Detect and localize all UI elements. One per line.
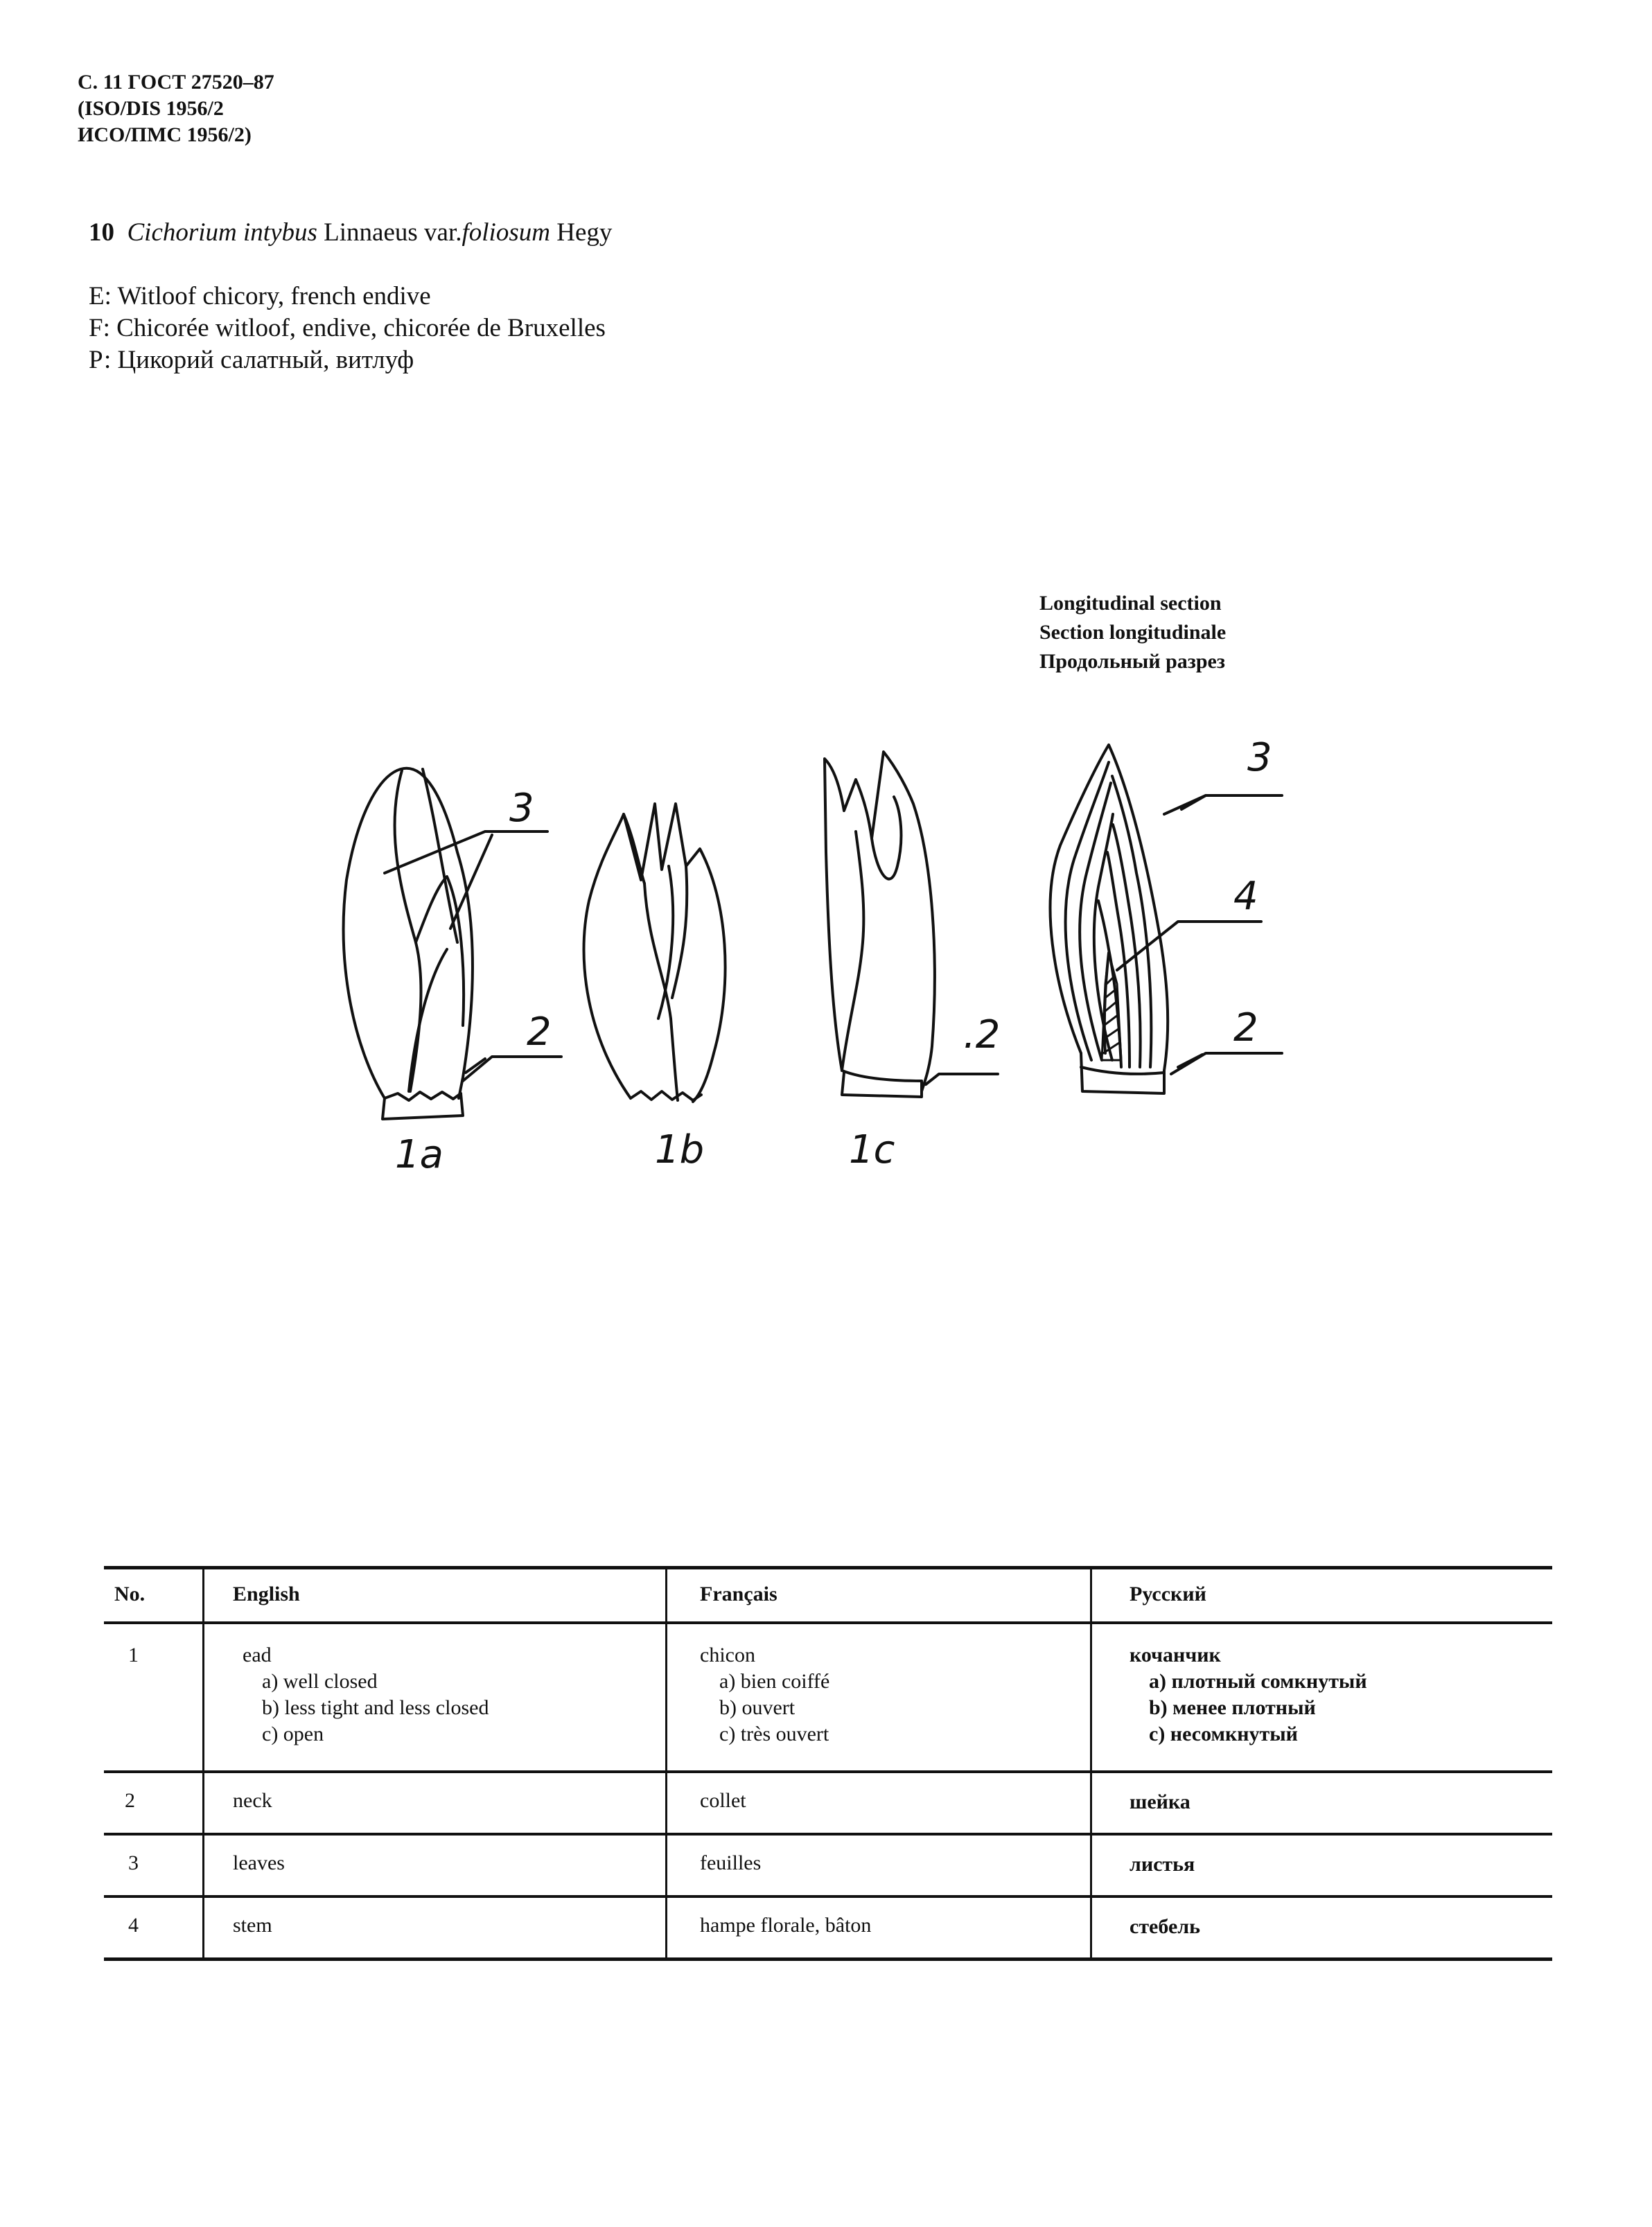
row-1-english (243, 1642, 489, 1748)
species-variety: foliosum (462, 218, 550, 247)
section-caption-ru: Продольный разрез (1039, 650, 1225, 673)
row-1-english-c: c) open (262, 1723, 324, 1745)
row-1-english-b: b) less tight and less closed (262, 1696, 489, 1719)
label-fig-1c: 1c (849, 1127, 895, 1172)
column-header-french: Français (700, 1583, 777, 1605)
common-name-french: F: Chicorée witloof, endive, chicorée de Bruxelles (89, 314, 606, 342)
species-number: 10 (89, 218, 114, 247)
row-1-russian (1130, 1642, 1367, 1748)
row-3-number: 3 (128, 1851, 139, 1874)
label-3-section: 3 (1247, 735, 1272, 780)
row-2-number: 2 (125, 1789, 135, 1812)
iso-reference-ru: ИСО/ПМС 1956/2) (78, 123, 252, 146)
figure-1b-drawing (584, 804, 726, 1102)
row-1-russian-b: b) менее плотный (1149, 1696, 1316, 1719)
standard-number: С. 11 ГОСТ 27520–87 (78, 71, 274, 94)
row-3-russian: листья (1130, 1853, 1195, 1876)
label-3-fig1a: 3 (509, 786, 534, 831)
row-2-english: neck (233, 1789, 272, 1812)
iso-reference: (ISO/DIS 1956/2 (78, 97, 224, 120)
row-4-french: hampe florale, bâton (700, 1914, 872, 1937)
section-caption-en: Longitudinal section (1039, 592, 1222, 615)
row-4-russian: стебель (1130, 1915, 1200, 1938)
row-3-french: feuilles (700, 1851, 762, 1874)
row-1-french (700, 1642, 829, 1748)
species-var: var. (424, 218, 462, 247)
row-4-number: 4 (128, 1914, 139, 1937)
label-4-section: 4 (1233, 874, 1258, 919)
label-fig-1a: 1a (395, 1132, 443, 1177)
species-genus: Cichorium intybus (127, 218, 317, 247)
row-1-french-term: chicon (700, 1644, 755, 1666)
common-name-english: E: Witloof chicory, french endive (89, 282, 431, 310)
row-1-russian-term: кочанчик (1130, 1644, 1221, 1666)
row-1-english-a: a) well closed (262, 1670, 378, 1693)
column-header-russian: Русский (1130, 1583, 1206, 1605)
row-2-french: collet (700, 1789, 746, 1812)
row-4-english: stem (233, 1914, 272, 1937)
row-1-number: 1 (128, 1644, 139, 1666)
row-1-english-term: ead (243, 1644, 272, 1666)
row-1-russian-c: с) несомкнутый (1149, 1723, 1298, 1745)
section-caption-fr: Section longitudinale (1039, 621, 1227, 644)
column-header-english: English (233, 1583, 300, 1605)
label-fig-1b: 1b (655, 1127, 705, 1172)
label-2-section: 2 (1233, 1005, 1258, 1050)
row-1-french-a: a) bien coiffé (719, 1670, 830, 1693)
label-2-fig1c: .2 (963, 1012, 1001, 1057)
row-1-french-c: c) très ouvert (719, 1723, 829, 1745)
row-2-russian: шейка (1130, 1790, 1190, 1813)
row-1-french-b: b) ouvert (719, 1696, 796, 1719)
common-name-russian: Р: Цикорий салатный, витлуф (89, 346, 414, 374)
row-1-russian-a: а) плотный сомкнутый (1149, 1670, 1367, 1693)
species-variety-author: Hegy (556, 218, 613, 247)
species-author: Linnaeus (324, 218, 418, 247)
label-2-fig1a: 2 (527, 1010, 552, 1055)
column-header-no: No. (114, 1583, 146, 1605)
row-3-english: leaves (233, 1851, 285, 1874)
